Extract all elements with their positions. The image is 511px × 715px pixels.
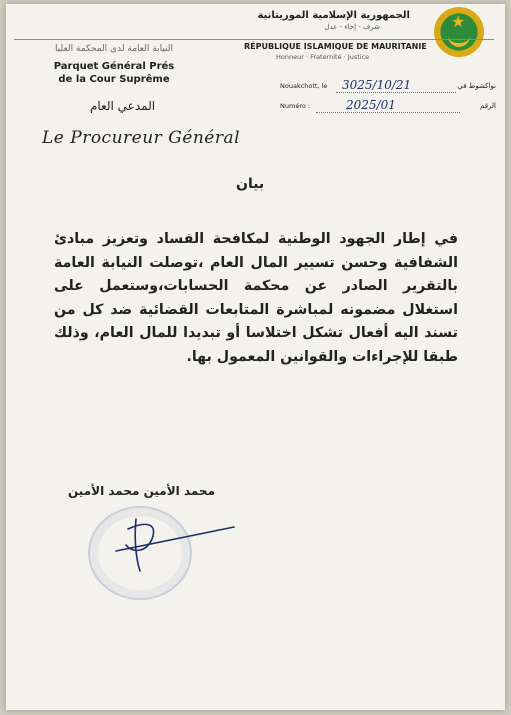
date-value: 3025/10/21 bbox=[342, 78, 412, 92]
french-office-line1: Parquet Général Prés bbox=[53, 61, 175, 72]
number-value: 2025/01 bbox=[346, 98, 396, 112]
document-body: في إطار الجهود الوطنية لمكافحة الفساد وتعزيز مبادئ الشفافية وحسن تسيير المال العام ،توصلت النيابة العامة بالتقرير الصادر عن محكمة الحسابات،وستعمل على استغلال مضمونه لمباشرة المتابعات القضائية ضد كل من تسند اليه أفعال تشكل اختلاسا أو تبديدا للمال العام، وذلك طبقا للإجراءات والقوانين المعمول بها. bbox=[54, 231, 458, 365]
date-row bbox=[280, 80, 496, 94]
document-title: بيان bbox=[236, 176, 265, 192]
date-label-arabic: نواكشوط في bbox=[457, 82, 496, 90]
french-country-name: RÉPUBLIQUE ISLAMIQUE DE MAURITANIE bbox=[244, 42, 427, 51]
arabic-office-name: النيابة العامة لدى المحكمة العليا bbox=[55, 44, 173, 54]
french-official-title: Le Procureur Général bbox=[42, 128, 241, 148]
date-label: Nouakchott, le bbox=[280, 82, 328, 90]
crescent-icon bbox=[448, 27, 470, 47]
number-label-arabic: الرقم bbox=[480, 102, 496, 110]
document-page bbox=[6, 4, 505, 710]
arabic-official-title: المدعي العام bbox=[90, 99, 156, 113]
handwritten-signature bbox=[106, 509, 236, 579]
number-row bbox=[280, 100, 496, 114]
number-label: Numéro : bbox=[280, 102, 311, 110]
star-icon: ★ bbox=[451, 12, 466, 31]
national-seal-icon bbox=[434, 7, 484, 57]
french-office-line2: de la Cour Suprême bbox=[58, 74, 170, 85]
french-office-name bbox=[44, 60, 184, 86]
signer-name: محمد الأمين محمد الأمين bbox=[68, 484, 215, 498]
header-divider bbox=[14, 39, 494, 40]
french-motto: Honneur · Fraternité · Justice bbox=[276, 53, 370, 61]
arabic-country-name: الجمهورية الإسلامية الموريتانية bbox=[257, 10, 410, 21]
date-dotted-line bbox=[336, 92, 456, 93]
arabic-motto: شرف - إخاء - عدل bbox=[324, 23, 380, 31]
number-dotted-line bbox=[316, 112, 460, 113]
